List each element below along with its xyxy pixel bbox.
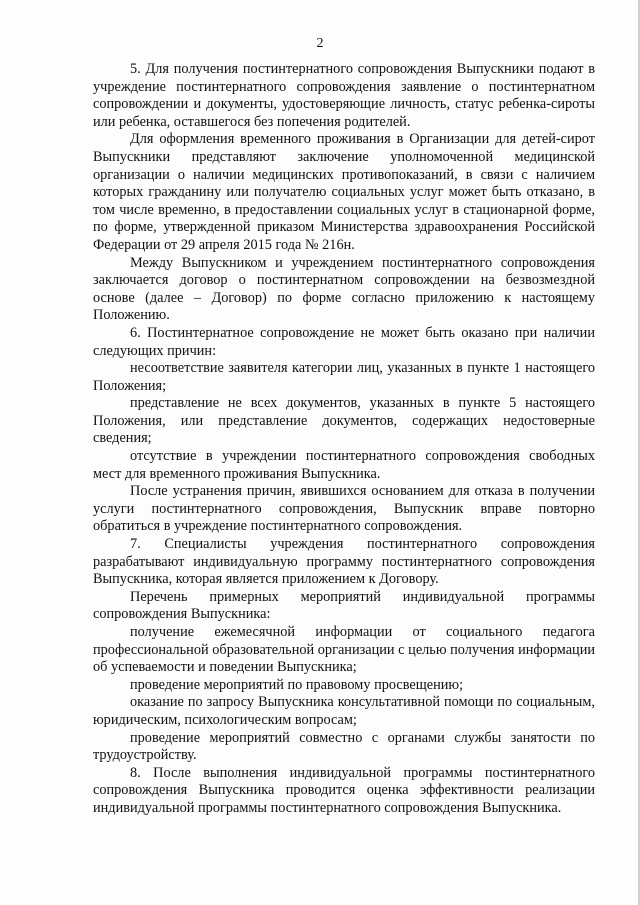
- paragraph-temporary-residence: Для оформления временного проживания в Организации для детей-сирот Выпускники представляют заключение уполномоченной медицинской организации о наличии медицинских противопоказаний, в связи с наличием которых гражданину или получателю социальных услуг может быть отказано, в том числе временно, в предоставлении социальных услуг в стационарной форме, по форме, утвержденной приказом Министерства здравоохранения Российской Федерации от 29 апреля 2015 года № 216н.: [93, 131, 595, 253]
- list-item-activity-4: проведение мероприятий совместно с органами службы занятости по трудоустройству.: [93, 729, 595, 764]
- page-number: 2: [316, 36, 324, 51]
- list-item-reason-3: отсутствие в учреждении постинтернатного сопровождения свободных мест для временного проживания Выпускника.: [93, 448, 595, 482]
- paragraph-contract: Между Выпускником и учреждением постинтернатного сопровождения заключается договор о постинтернатном сопровождении на безвозмездной основе (далее – Договор) по форме согласно приложению к настоящему Положению.: [93, 254, 595, 324]
- paragraph-5: 5. Для получения постинтернатного сопровождения Выпускники подают в учреждение постинтернатного сопровождения заявление о постинтернатном сопровождении и документы, удостоверяющие личность, статус ребенка-сироты или ребенка, оставшегося без попечения родителей.: [93, 61, 595, 130]
- paragraph-7: 7. Специалисты учреждения постинтернатного сопровождения разрабатывают индивидуальную программу постинтернатного сопровождения Выпускника, которая является приложением к Договору.: [93, 536, 595, 588]
- paragraph-reapply: После устранения причин, явившихся основанием для отказа в получении услуги постинтернатного сопровождения, Выпускник вправе повторно обратиться в учреждение постинтернатного сопровождения.: [93, 483, 595, 535]
- document-body: [93, 61, 595, 818]
- list-item-activity-3: оказание по запросу Выпускника консультативной помощи по социальным, юридическим, психологическим вопросам;: [93, 694, 595, 728]
- paragraph-6: 6. Постинтернатное сопровождение не может быть оказано при наличии следующих причин:: [93, 324, 595, 359]
- list-item-reason-1: несоответствие заявителя категории лиц, указанных в пункте 1 настоящего Положения;: [93, 360, 595, 394]
- list-item-activity-2: проведение мероприятий по правовому просвещению;: [130, 676, 464, 693]
- list-item-activity-1: получение ежемесячной информации от социального педагога профессиональной образовательной организации с целью получения информации об успеваемости и поведении Выпускника;: [93, 624, 595, 676]
- list-item-reason-2: представление не всех документов, указанных в пункте 5 настоящего Положения, или представление документов, содержащих недостоверные сведения;: [93, 395, 595, 447]
- paragraph-activities-list: Перечень примерных мероприятий индивидуальной программы сопровождения Выпускника:: [93, 588, 595, 623]
- paragraph-8: 8. После выполнения индивидуальной программы постинтернатного сопровождения Выпускника проводится оценка эффективности реализации индивидуальной программы постинтернатного сопровождения Выпускника.: [93, 764, 595, 816]
